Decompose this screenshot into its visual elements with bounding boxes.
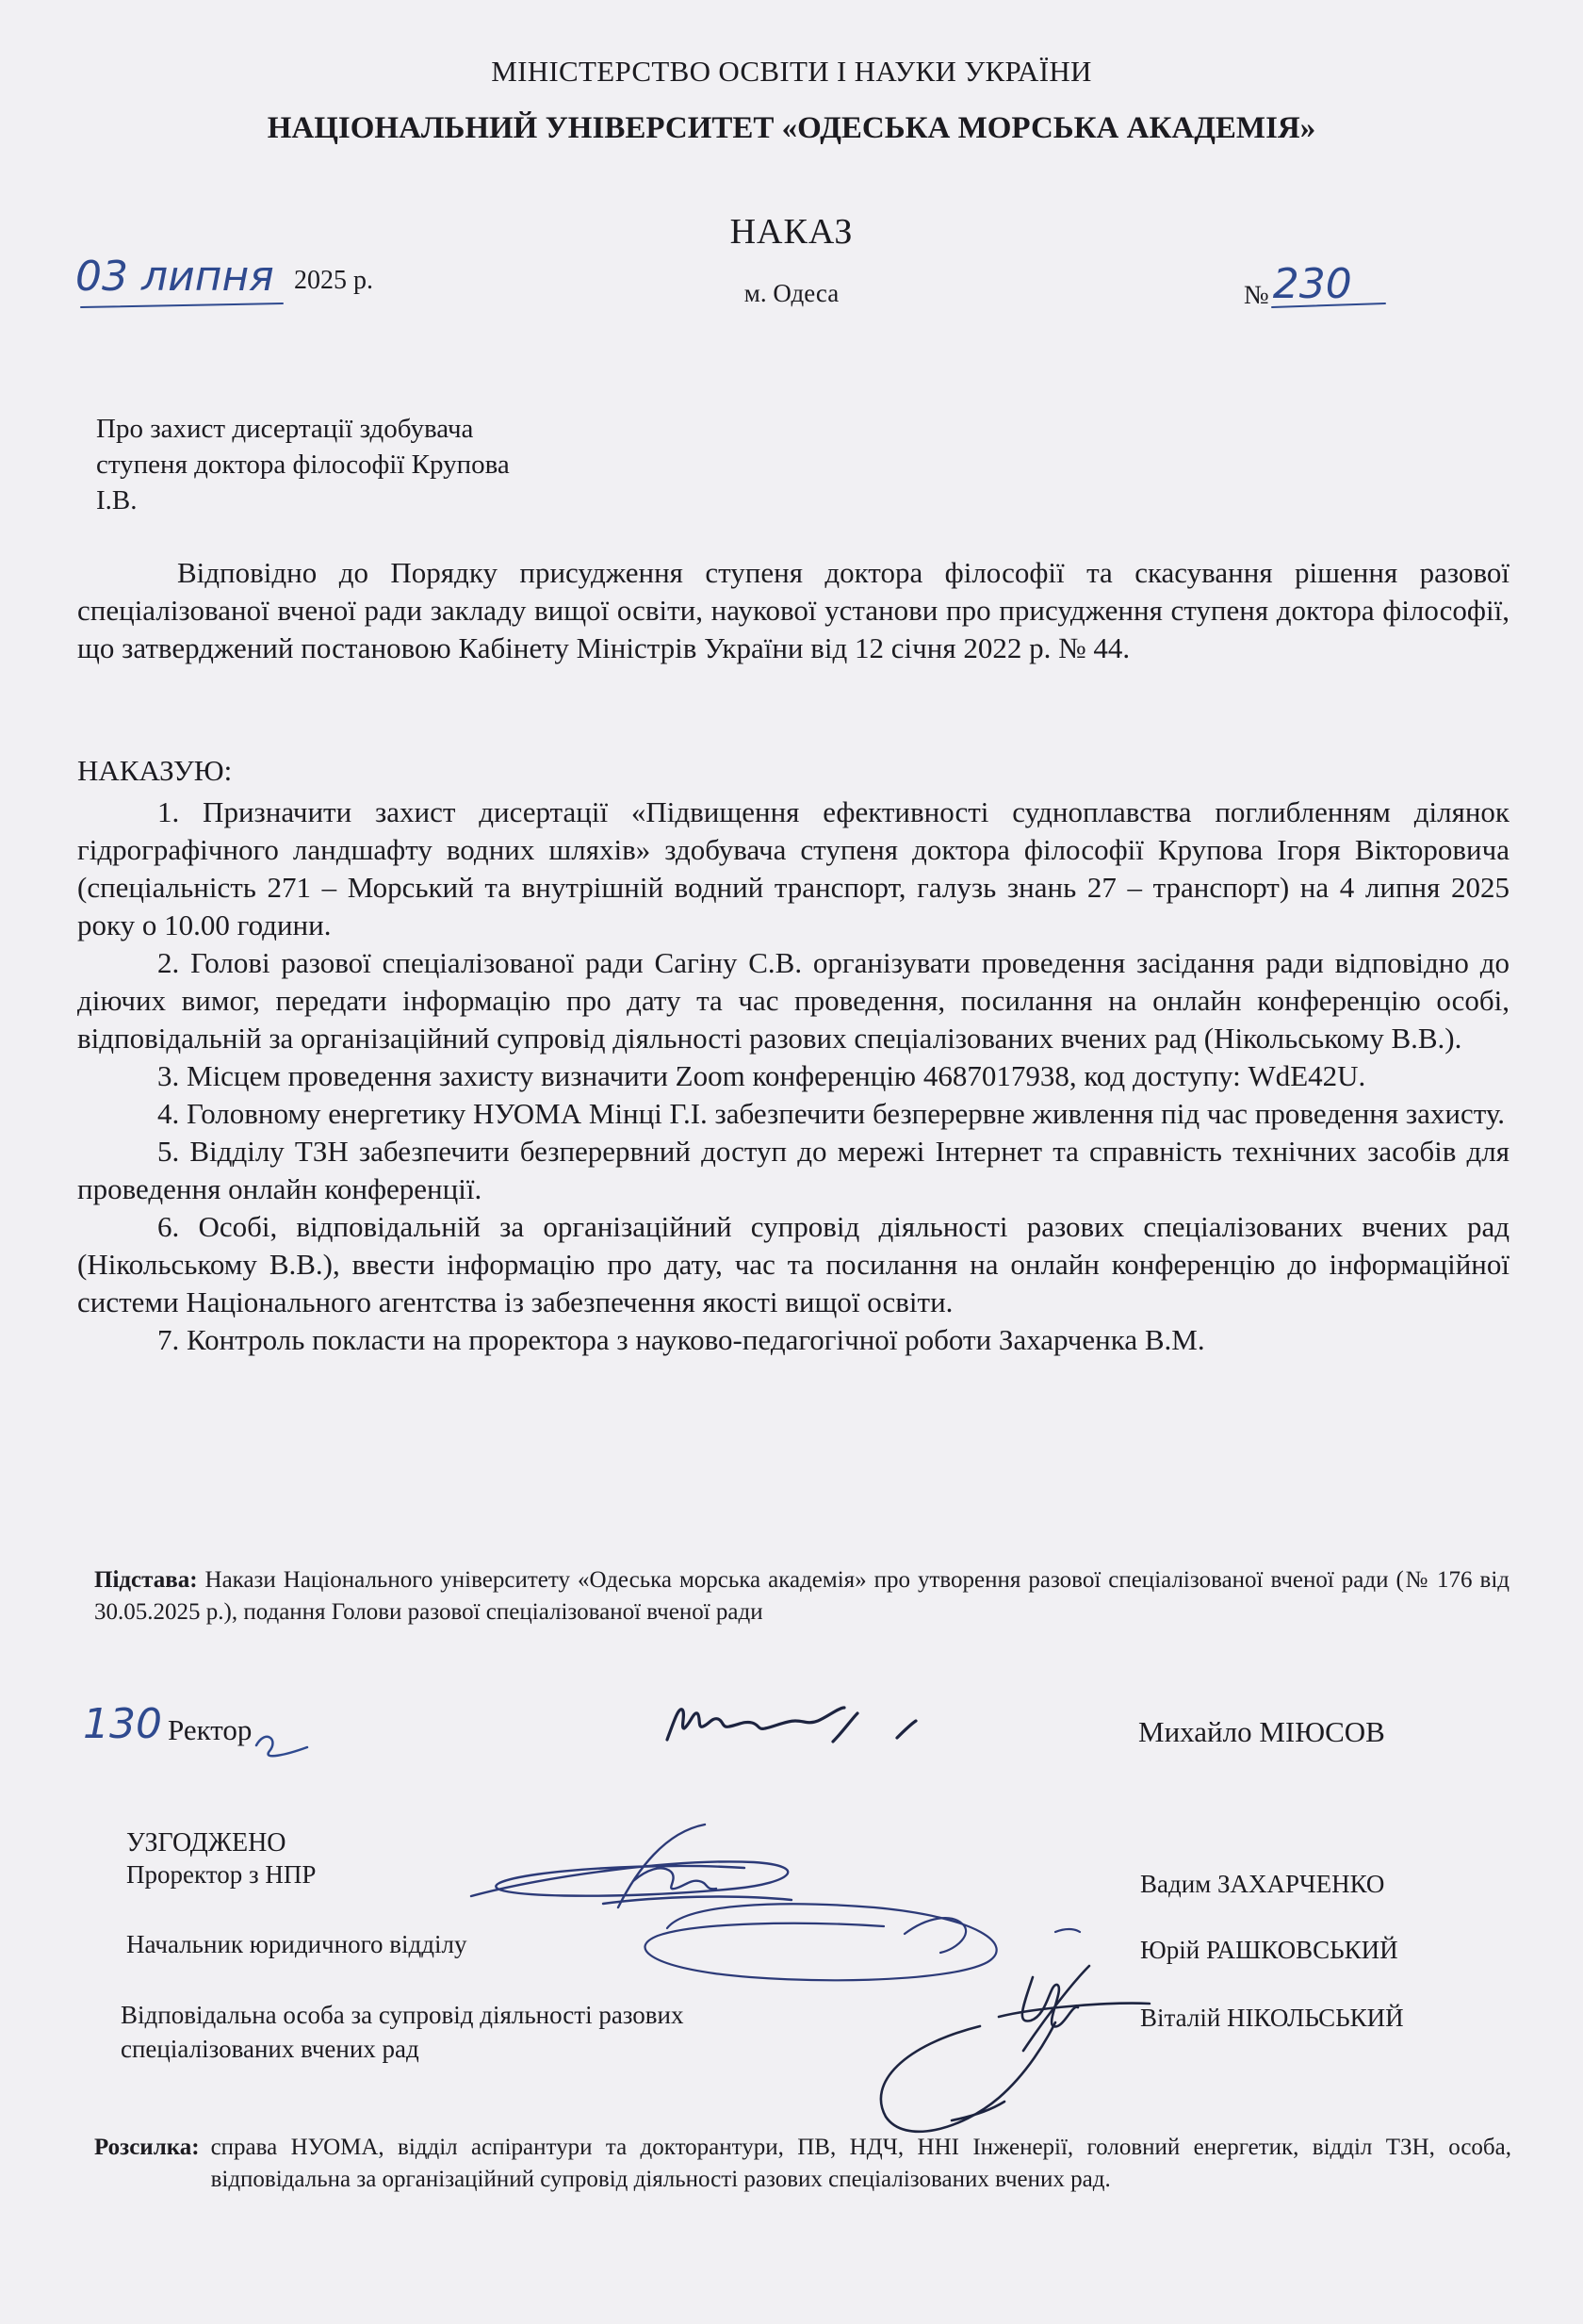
order-item: 4. Головному енергетику НУОМА Мінці Г.І. забезпечити безперервне живлення під час проведення захисту.: [157, 1097, 1506, 1130]
order-item: 7. Контроль покласти на проректора з науково-педагогічної роботи Захарченка В.М.: [157, 1323, 1205, 1356]
order-title: НАКАЗ: [729, 212, 854, 252]
rector-label: Ректор: [168, 1713, 253, 1746]
rector-signature: [667, 1708, 916, 1742]
university-heading: НАЦІОНАЛЬНИЙ УНІВЕРСИТЕТ «ОДЕСЬКА МОРСЬКА АКАДЕМІЯ»: [267, 111, 1316, 145]
rector-name: Михайло МІЮСОВ: [1138, 1715, 1385, 1748]
distribution-label: Розсилка:: [94, 2135, 200, 2160]
order-subject: Про захист дисертації здобувача ступеня доктора філософії Крупова І.В.: [96, 414, 510, 516]
order-item: 3. Місцем проведення захисту визначити Zoom конференцію 4687017938, код доступу: WdE42U.: [157, 1059, 1366, 1092]
basis-text: Накази Національного університету «Одеська морська академія» про утворення разової спеціалізованої вченої ради (№ 176 від 30.05.2025 р.), подання Голови разової спеціалізованої вченої ради: [94, 1567, 1510, 1625]
intro-paragraph: Відповідно до Порядку присудження ступеня доктора філософії та скасування рішення разової спеціалізованої вченої ради закладу вищої освіти, наукової установи про присудження ступеня доктора філософії, що затверджений постановою Кабінету Міністрів України від 12 січня 2022 р. № 44.: [77, 556, 1510, 664]
order-item: 1. Призначити захист дисертації «Підвищення ефективності судноплавства поглибленням ділянок гідрографічного ландшафту водних шляхів» здобувача ступеня доктора філософії Крупова Ігоря Вікторовича (спеціальність 271 – Морський та внутрішній водний транспорт, галузь знань 27 – транспорт) на 4 липня 2025 року о 10.00 години.: [77, 795, 1510, 941]
order-word: НАКАЗУЮ:: [77, 754, 233, 787]
order-item: 6. Особі, відповідальній за організаційний супровід діяльності разових спеціалізованих вчених рад (Нікольському В.В.), ввести інформацію про дату, час та посилання на онлайн конференцію до інформаційної системи Національного агентства із забезпечення якості вищої освіти.: [77, 1210, 1510, 1318]
approval-name: Віталій НІКОЛЬСЬКИЙ: [1140, 2004, 1404, 2032]
order-items: [77, 794, 1510, 1359]
approval-name: Вадим ЗАХАРЧЕНКО: [1140, 1870, 1385, 1898]
date-year: 2025 р.: [294, 266, 373, 295]
handwritten-number: 230: [1272, 260, 1352, 308]
number-prefix: №: [1244, 281, 1269, 310]
approval-role: Проректор з НПР: [126, 1860, 317, 1889]
order-item: 2. Голові разової спеціалізованої ради Сагіну С.В. організувати проведення засідання ради відповідно до діючих вимог, передати інформацію про дату та час проведення, посилання на онлайн конференцію особі, відповідальній за організаційний супровід діяльності разових спеціалізованих вчених рад (Нікольському В.В.).: [77, 946, 1510, 1055]
handwritten-mark: 130: [83, 1700, 162, 1748]
approval-role: Начальник юридичного відділу: [126, 1930, 467, 1958]
handwritten-date: 03 липня: [75, 253, 274, 301]
order-number: [1244, 260, 1352, 314]
responsible-signature: [881, 1966, 1150, 2132]
approval-name: Юрій РАШКОВСЬКИЙ: [1140, 1936, 1398, 1964]
basis-label: Підстава:: [94, 1567, 198, 1593]
order-item: 5. Відділу ТЗН забезпечити безперервний доступ до мережі Інтернет та справність технічних засобів для проведення онлайн конференції.: [77, 1135, 1510, 1205]
prorector-signature: [471, 1825, 792, 1907]
order-basis: [94, 1564, 1510, 1628]
approval-role: Відповідальна особа за супровід діяльності разових спеціалізованих вчених рад: [121, 2001, 684, 2063]
ministry-heading: МІНІСТЕРСТВО ОСВІТИ І НАУКИ УКРАЇНИ: [491, 55, 1092, 88]
rector-initial-icon: [256, 1737, 307, 1756]
distribution-list: [94, 2132, 1511, 2196]
legal-signature: [645, 1904, 1081, 1980]
approval-title: УЗГОДЖЕНО: [126, 1828, 286, 1858]
distribution-text: справа НУОМА, відділ аспірантури та докторантури, ПВ, НДЧ, ННІ Інженерії, головний енергетик, відділ ТЗН, особа, відповідальна за організаційний супровід діяльності разових спеціалізованих вчених рад.: [210, 2135, 1511, 2192]
order-city: м. Одеса: [743, 279, 840, 307]
